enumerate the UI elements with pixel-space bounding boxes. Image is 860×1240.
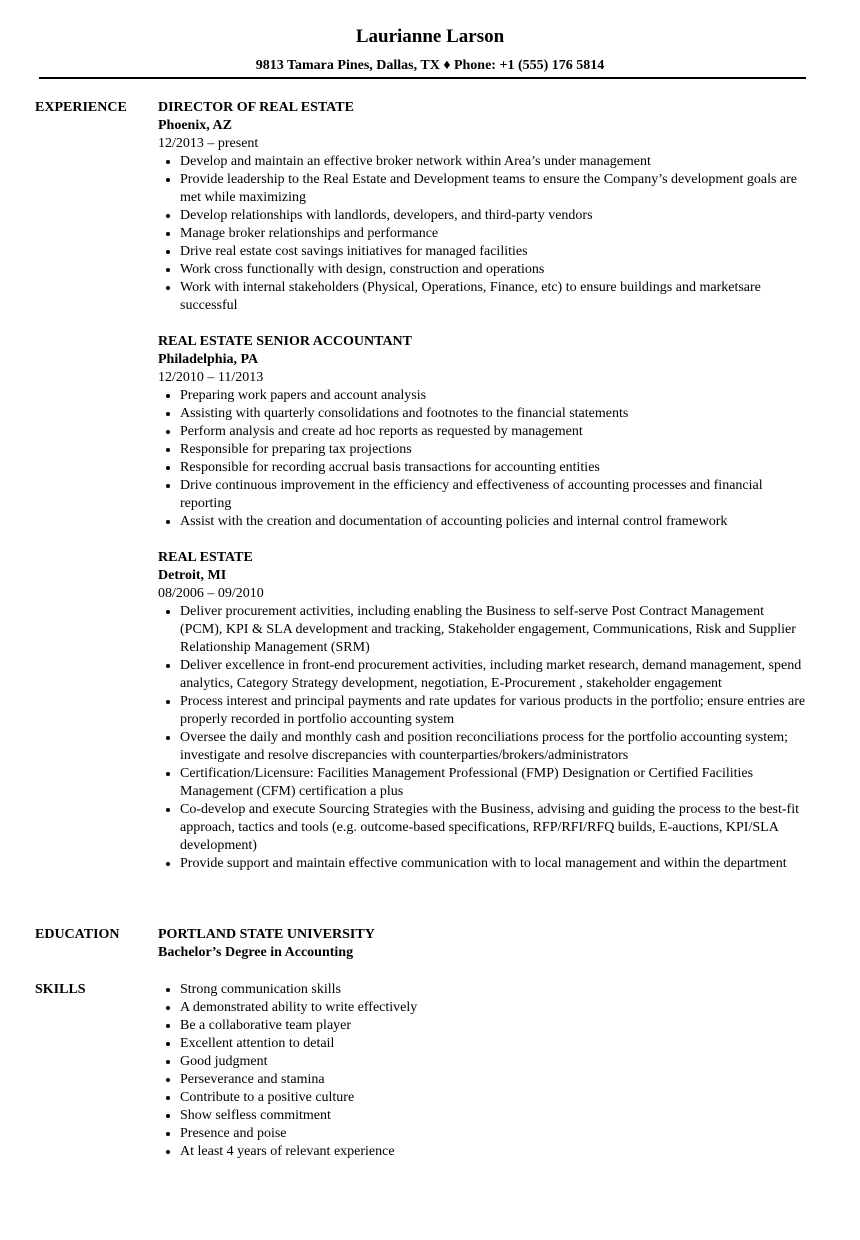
list-item: • Responsible for preparing tax projections — [180, 441, 807, 459]
job-entry — [158, 549, 807, 873]
list-item: • Drive continuous improvement in the efficiency and effectiveness of accounting processes and financial reporting — [180, 477, 807, 513]
skills-body — [158, 981, 807, 1161]
list-item: • Excellent attention to detail — [180, 1035, 807, 1053]
list-item: • Work cross functionally with design, construction and operations — [180, 261, 807, 279]
list-item: • Certification/Licensure: Facilities Management Professional (FMP) Designation or Certified Facilities Management (CFM) certification a plus — [180, 765, 807, 801]
job-dates: 12/2010 – 11/2013 — [158, 370, 264, 385]
candidate-name: Laurianne Larson — [355, 26, 505, 47]
list-item: • Presence and poise — [180, 1125, 807, 1143]
experience-section — [35, 99, 807, 891]
list-item: • Be a collaborative team player — [180, 1017, 807, 1035]
experience-body — [158, 99, 807, 873]
experience-label: EXPERIENCE — [35, 100, 127, 115]
list-item: • At least 4 years of relevant experience — [180, 1143, 807, 1161]
list-item: • Responsible for recording accrual basis transactions for accounting entities — [180, 459, 807, 477]
list-item: • Perform analysis and create ad hoc reports as requested by management — [180, 423, 807, 441]
list-item: • Oversee the daily and monthly cash and position reconciliations process for the portfolio accounting system; investigate and resolve discrepancies with counterparties/brokers/administrators — [180, 729, 807, 765]
list-item: • A demonstrated ability to write effectively — [180, 999, 807, 1017]
job-entry — [158, 99, 807, 315]
resume-header — [0, 0, 860, 75]
job-title: REAL ESTATE — [158, 550, 253, 565]
job-dates: 12/2013 – present — [158, 136, 259, 151]
list-item: • Good judgment — [180, 1053, 807, 1071]
list-item: • Assisting with quarterly consolidations and footnotes to the financial statements — [180, 405, 807, 423]
education-section — [35, 926, 807, 962]
list-item: • Co-develop and execute Sourcing Strategies with the Business, advising and guiding the process to the best-fit approach, tactics and tools (e.g. outcome-based specifications, RFP/RFI/RFQ builds, E-auctions, KPI/SLA development) — [180, 801, 807, 855]
job-bullets — [158, 387, 807, 531]
job-location: Detroit, MI — [158, 568, 227, 583]
skills-label: SKILLS — [35, 982, 86, 997]
list-item: • Process interest and principal payments and rate updates for various products in the portfolio; ensure entries are properly recorded in portfolio accounting system — [180, 693, 807, 729]
list-item: • Provide leadership to the Real Estate and Development teams to ensure the Company’s development goals are met while maximizing — [180, 171, 807, 207]
job-dates: 08/2006 – 09/2010 — [158, 586, 264, 601]
list-item: • Manage broker relationships and performance — [180, 225, 807, 243]
list-item: • Contribute to a positive culture — [180, 1089, 807, 1107]
list-item: • Work with internal stakeholders (Physical, Operations, Finance, etc) to ensure buildings and marketsare successful — [180, 279, 807, 315]
job-entry — [158, 333, 807, 531]
header-divider — [39, 77, 806, 79]
list-item: • Preparing work papers and account analysis — [180, 387, 807, 405]
list-item: • Deliver excellence in front-end procurement activities, including market research, demand management, spend analytics, Category Strategy development, negotiation, E-Procurement , stakeholder engagement — [180, 657, 807, 693]
education-body — [158, 926, 807, 962]
skills-list — [158, 981, 807, 1161]
school-name: PORTLAND STATE UNIVERSITY — [158, 927, 375, 942]
list-item: • Perseverance and stamina — [180, 1071, 807, 1089]
list-item: • Drive real estate cost savings initiatives for managed facilities — [180, 243, 807, 261]
job-location: Phoenix, AZ — [158, 118, 232, 133]
job-title: REAL ESTATE SENIOR ACCOUNTANT — [158, 334, 413, 349]
list-item: • Strong communication skills — [180, 981, 807, 999]
list-item: • Assist with the creation and documentation of accounting policies and internal control framework — [180, 513, 807, 531]
job-location: Philadelphia, PA — [158, 352, 259, 367]
job-title: DIRECTOR OF REAL ESTATE — [158, 100, 354, 115]
list-item: • Provide support and maintain effective communication with to local management and within the department — [180, 855, 807, 873]
contact-line: 9813 Tamara Pines, Dallas, TX ♦ Phone: +1 (555) 176 5814 — [255, 58, 605, 73]
education-label: EDUCATION — [35, 927, 120, 942]
skills-section — [35, 981, 807, 1161]
list-item: • Show selfless commitment — [180, 1107, 807, 1125]
list-item: • Develop and maintain an effective broker network within Area’s under management — [180, 153, 807, 171]
job-bullets — [158, 603, 807, 873]
list-item: • Develop relationships with landlords, developers, and third-party vendors — [180, 207, 807, 225]
job-bullets — [158, 153, 807, 315]
list-item: • Deliver procurement activities, including enabling the Business to self-serve Post Contract Management (PCM), KPI & SLA development and tracking, Stakeholder engagement, Communications, Risk and Supplier Relationship Management (SRM) — [180, 603, 807, 657]
degree-name: Bachelor’s Degree in Accounting — [158, 945, 354, 960]
